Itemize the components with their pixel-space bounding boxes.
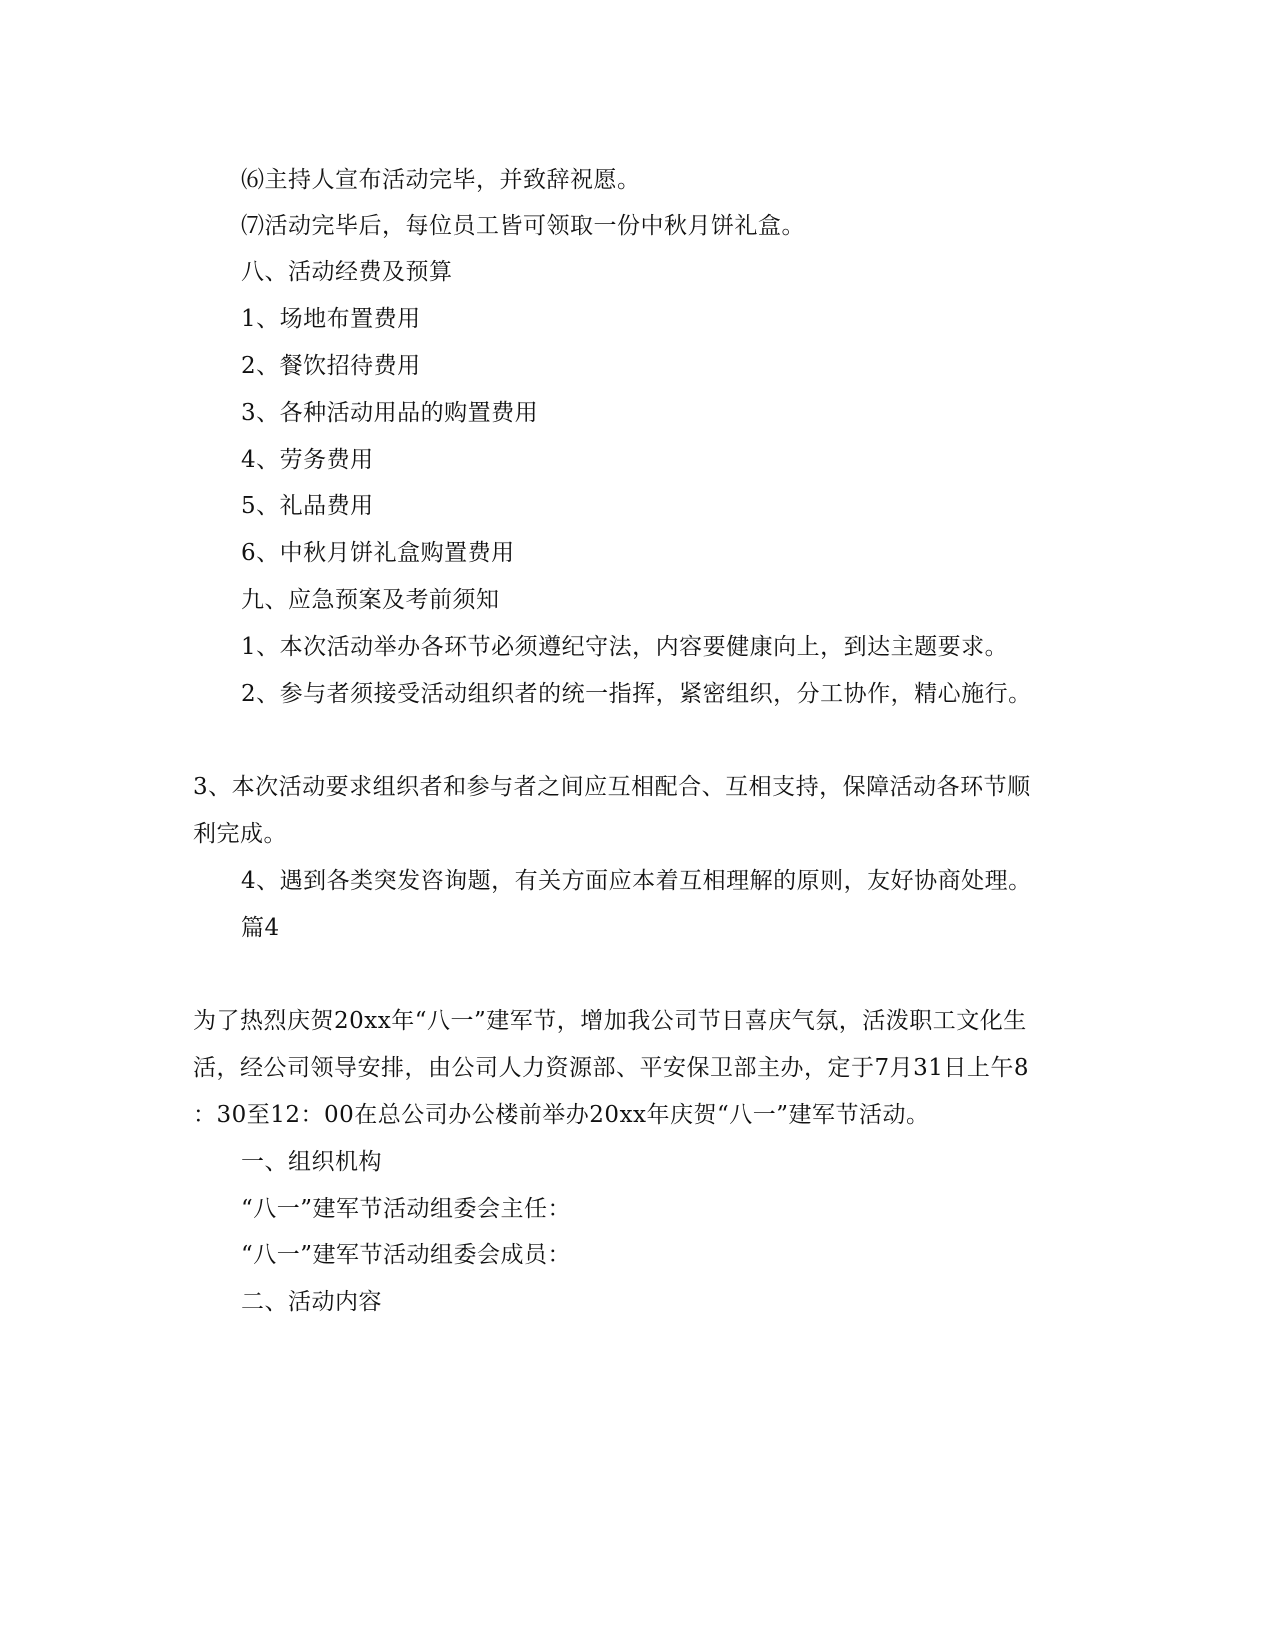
text-line-item-6: ⑹主持人宣布活动完毕，并致辞祝愿。 — [241, 167, 641, 193]
intro-paragraph-line-3: ：30至12：00在总公司办公楼前举办20xx年庆贺“八一”建军节活动。 — [193, 1102, 930, 1128]
budget-item-2: 2、餐饮招待费用 — [241, 353, 421, 379]
emergency-item-2: 2、参与者须接受活动组织者的统一指挥，紧密组织，分工协作，精心施行。 — [241, 681, 1032, 707]
section-heading-activity-content: 二、活动内容 — [241, 1289, 382, 1315]
intro-paragraph-line-2: 活，经公司领导安排，由公司人力资源部、平安保卫部主办，定于7月31日上午8 — [193, 1055, 1030, 1081]
committee-members: “八一”建军节活动组委会成员： — [241, 1242, 572, 1268]
budget-item-6: 6、中秋月饼礼盒购置费用 — [241, 540, 515, 566]
section-heading-organization: 一、组织机构 — [241, 1149, 382, 1175]
section-title-part-4: 篇4 — [241, 915, 280, 941]
budget-item-1: 1、场地布置费用 — [241, 306, 421, 332]
budget-item-3: 3、各种活动用品的购置费用 — [241, 400, 539, 426]
emergency-item-4: 4、遇到各类突发咨询题，有关方面应本着互相理解的原则，友好协商处理。 — [241, 868, 1032, 894]
section-heading-emergency: 九、应急预案及考前须知 — [241, 587, 500, 613]
intro-paragraph-line-1: 为了热烈庆贺20xx年“八一”建军节，增加我公司节日喜庆气氛，活泼职工文化生 — [193, 1008, 1027, 1034]
committee-director: “八一”建军节活动组委会主任： — [241, 1196, 572, 1222]
emergency-item-3-line-1: 3、本次活动要求组织者和参与者之间应互相配合、互相支持，保障活动各环节顺 — [193, 774, 1031, 800]
budget-item-4: 4、劳务费用 — [241, 447, 374, 473]
text-line-item-7: ⑺活动完毕后，每位员工皆可领取一份中秋月饼礼盒。 — [241, 213, 805, 239]
section-heading-budget: 八、活动经费及预算 — [241, 259, 453, 285]
emergency-item-1: 1、本次活动举办各环节必须遵纪守法，内容要健康向上，到达主题要求。 — [241, 634, 1009, 660]
emergency-item-3-line-2: 利完成。 — [193, 821, 287, 847]
budget-item-5: 5、礼品费用 — [241, 493, 374, 519]
